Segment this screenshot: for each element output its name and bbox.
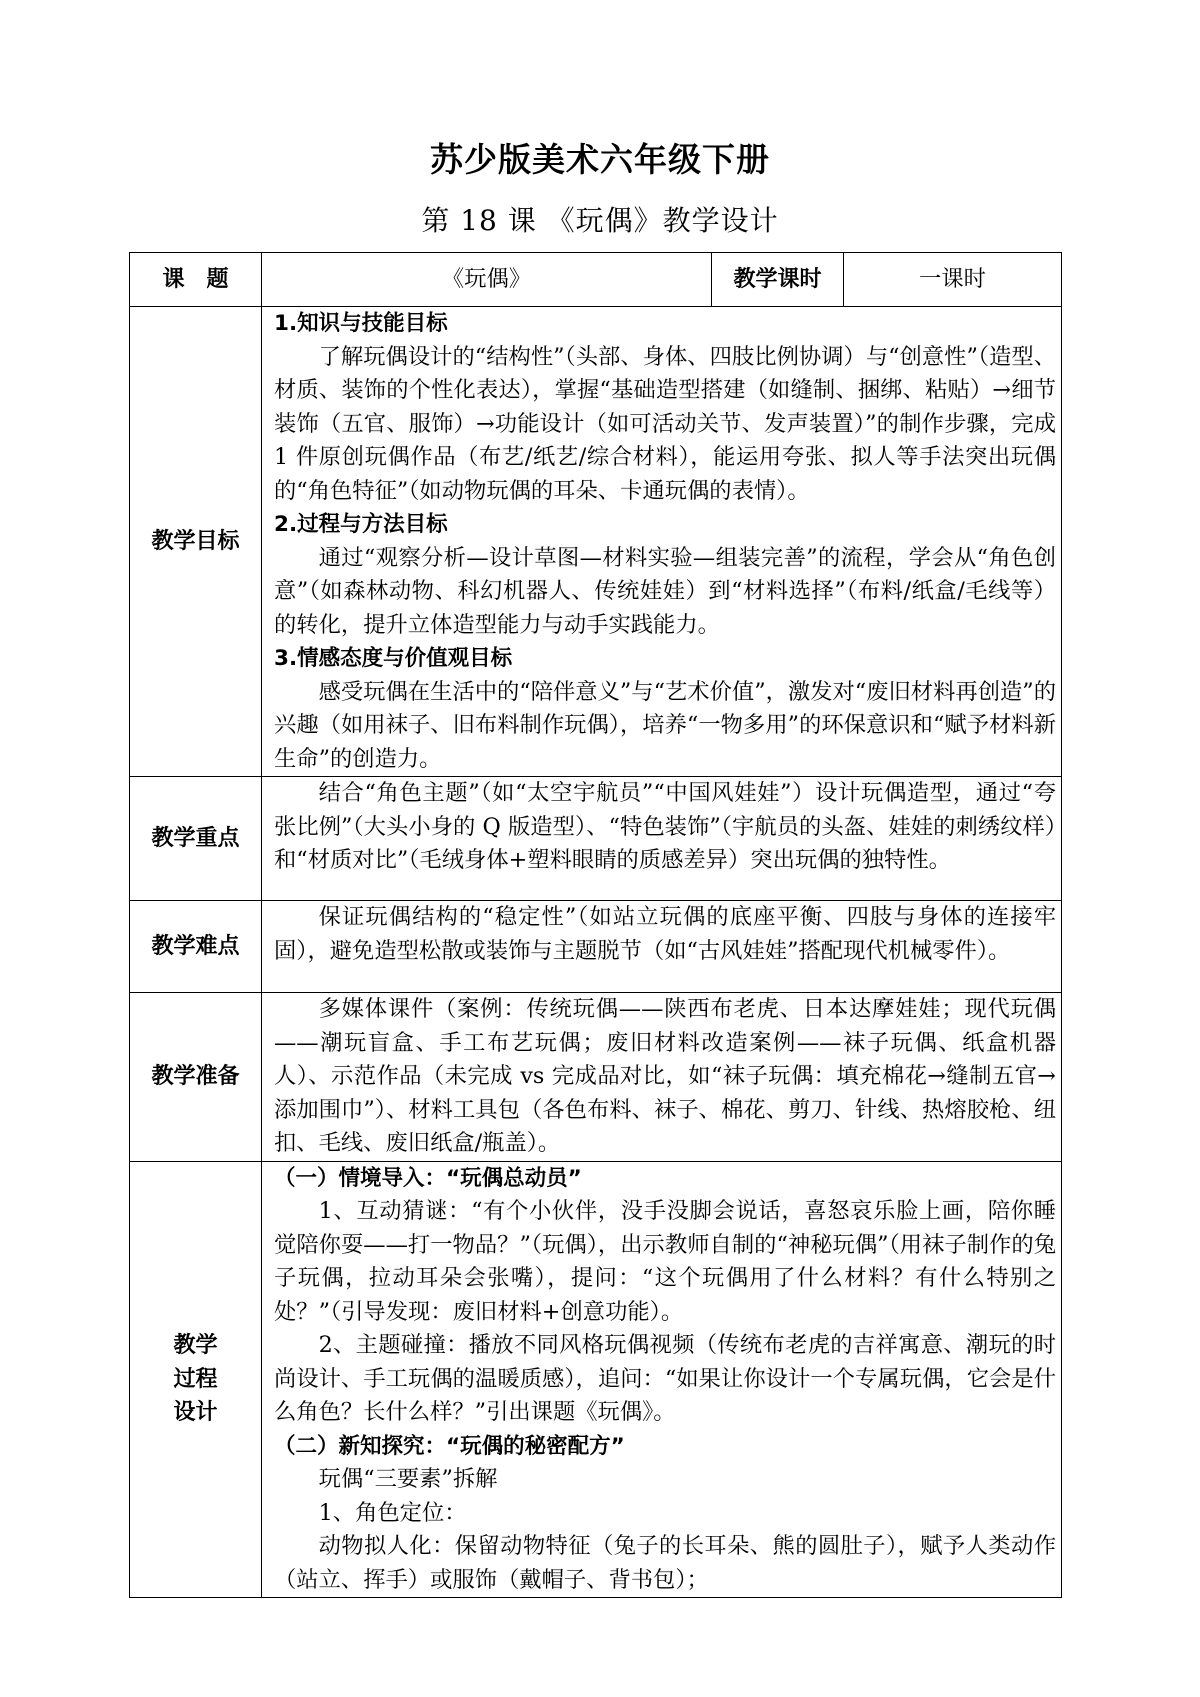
process-section-2-line-3: 动物拟人化：保留动物特征（兔子的长耳朵、熊的圆肚子），赋予人类动作（站立、挥手）或服饰（戴帽子、背书包）； bbox=[274, 1533, 1056, 1593]
process-section-2-line-1: 玩偶“三要素”拆解 bbox=[318, 1466, 498, 1492]
topic-value: 《玩偶》 bbox=[262, 253, 712, 307]
goals-heading-2: 2.过程与方法目标 bbox=[274, 512, 448, 537]
difficulties-label: 教学难点 bbox=[130, 901, 262, 993]
document-title: 苏少版美术六年级下册 bbox=[430, 140, 770, 179]
row-preparation bbox=[130, 993, 1062, 1162]
goals-paragraph-3: 感受玩偶在生活中的“陪伴意义”与“艺术价值”，激发对“废旧材料再创造”的兴趣（如用袜子、旧布料制作玩偶），培养“一物多用”的环保意识和“赋予材料新生命”的创造力。 bbox=[274, 678, 1056, 772]
row-key-points bbox=[130, 777, 1062, 901]
difficulties-cell bbox=[262, 901, 1062, 993]
process-label-line-3: 设计 bbox=[173, 1400, 218, 1425]
process-section-2-heading: （二）新知探究：“玩偶的秘密配方” bbox=[274, 1433, 625, 1459]
goals-content bbox=[262, 307, 1062, 777]
lesson-plan-table bbox=[129, 252, 1062, 1598]
preparation-cell bbox=[262, 993, 1062, 1162]
key-points-cell bbox=[262, 777, 1062, 901]
process-label-line-2: 过程 bbox=[173, 1366, 218, 1392]
process-label-line-1: 教学 bbox=[173, 1333, 218, 1358]
goals-heading-3: 3.情感态度与价值观目标 bbox=[274, 646, 513, 671]
process-section-1-heading: （一）情境导入：“玩偶总动员” bbox=[274, 1165, 582, 1191]
row-process bbox=[130, 1161, 1062, 1598]
difficulties-text: 保证玩偶结构的“稳定性”（如站立玩偶的底座平衡、四肢与身体的连接牢固），避免造型松散或装饰与主题脱节（如“古风娃娃”搭配现代机械零件）。 bbox=[274, 904, 1056, 964]
key-points-text: 结合“角色主题”（如“太空宇航员”“中国风娃娃”）设计玩偶造型，通过“夸张比例”（大头小身的 Q 版造型）、“特色装饰”（宇航员的头盔、娃娃的刺绣纹样）和“材质对比”（毛绒身体+塑料眼睛的质感差异）突出玩偶的独特性。 bbox=[274, 780, 1056, 873]
goals-label: 教学目标 bbox=[130, 307, 262, 777]
process-section-1-paragraph-2: 2、主题碰撞：播放不同风格玩偶视频（传统布老虎的吉祥寓意、潮玩的时尚设计、手工玩偶的温暖质感），追问：“如果让你设计一个专属玩偶，它会是什么角色？长什么样？”引出课题《玩偶》。 bbox=[274, 1332, 1056, 1425]
topic-label: 课 题 bbox=[130, 253, 262, 307]
process-label bbox=[130, 1161, 262, 1598]
preparation-text: 多媒体课件（案例：传统玩偶——陕西布老虎、日本达摩娃娃；现代玩偶——潮玩盲盒、手工布艺玩偶；废旧材料改造案例——袜子玩偶、纸盒机器人）、示范作品（未完成 vs 完成品对比，如“袜子玩偶：填充棉花→缝制五官→添加围巾”）、材料工具包（各色布料、袜子、棉花、剪刀、针线、热熔胶枪、纽扣、毛线、废旧纸盒/瓶盖）。 bbox=[274, 996, 1056, 1156]
process-content bbox=[262, 1161, 1062, 1598]
key-points-label: 教学重点 bbox=[130, 777, 262, 901]
process-section-1-paragraph-1: 1、互动猜谜：“有个小伙伴，没手没脚会说话，喜怒哀乐脸上画，陪你睡觉陪你耍——打一物品？”（玩偶），出示教师自制的“神秘玩偶”（用袜子制作的兔子玩偶，拉动耳朵会张嘴），提问：“这个玩偶用了什么材料？有什么特别之处？”（引导发现：废旧材料+创意功能）。 bbox=[274, 1198, 1056, 1325]
hours-value: 一课时 bbox=[844, 253, 1062, 307]
goals-heading-1: 1.知识与技能目标 bbox=[274, 311, 448, 336]
hours-label: 教学课时 bbox=[712, 253, 844, 307]
document-subtitle: 第 18 课 《玩偶》教学设计 bbox=[421, 204, 779, 237]
goals-paragraph-1: 了解玩偶设计的“结构性”（头部、身体、四肢比例协调）与“创意性”（造型、材质、装饰的个性化表达），掌握“基础造型搭建（如缝制、捆绑、粘贴）→细节装饰（五官、服饰）→功能设计（如可活动关节、发声装置）”的制作步骤，完成 1 件原创玩偶作品（布艺/纸艺/综合材料），能运用夸张、拟人等手法突出玩偶的“角色特征”（如动物玩偶的耳朵、卡通玩偶的表情）。 bbox=[274, 343, 1056, 504]
row-difficulties bbox=[130, 901, 1062, 993]
process-section-2-line-2: 1、角色定位： bbox=[318, 1499, 467, 1526]
preparation-label: 教学准备 bbox=[130, 993, 262, 1162]
goals-paragraph-2: 通过“观察分析—设计草图—材料实验—组装完善”的流程，学会从“角色创意”（如森林动物、科幻机器人、传统娃娃）到“材料选择”（布料/纸盒/毛线等）的转化，提升立体造型能力与动手实践能力。 bbox=[274, 544, 1056, 638]
row-topic bbox=[130, 253, 1062, 307]
row-goals bbox=[130, 307, 1062, 777]
